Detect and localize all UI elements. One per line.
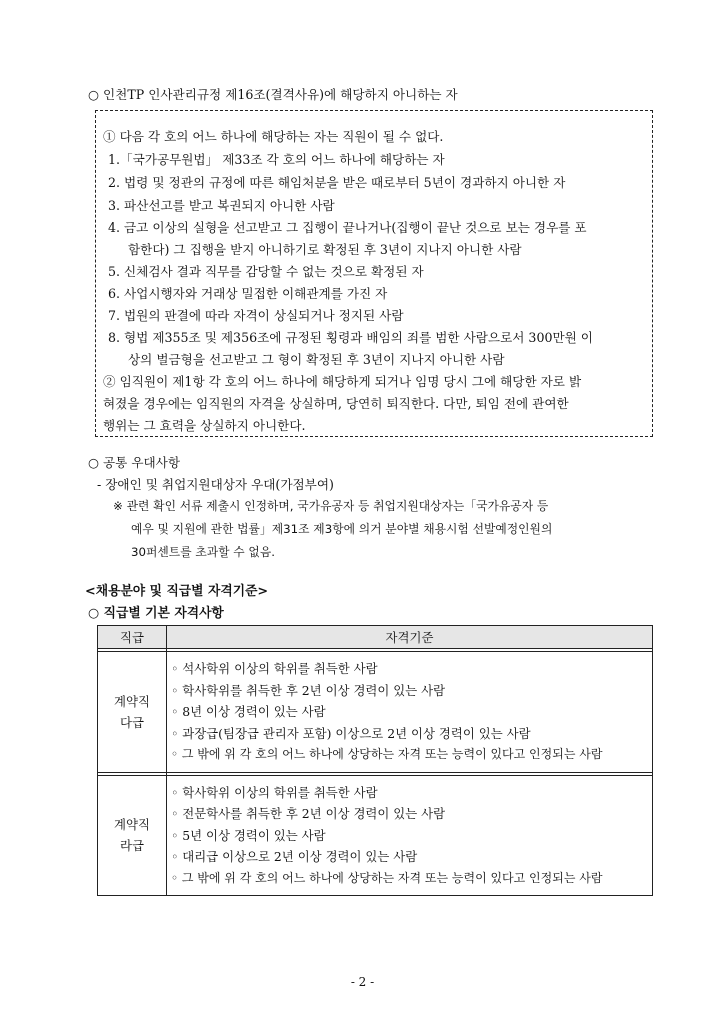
criteria-item: ◦ 대리급 이상으로 2년 이상 경력이 있는 사람: [171, 849, 418, 864]
table-row: [98, 652, 653, 773]
grade-qualification-heading: ○ 직급별 기본 자격사항: [88, 606, 224, 621]
grade-label: 라급: [120, 838, 144, 854]
common-note-line: ※ 관련 확인 서류 제출시 인정하며, 국가유공자 등 취업지원대상자는「국가유공자 등: [113, 499, 549, 513]
grade-label: 다급: [120, 714, 144, 730]
criteria-item: ◦ 과장급(팀장급 관리자 포함) 이상으로 2년 이상 경력이 있는 사람: [171, 725, 531, 741]
box-item: 8. 형법 제355조 및 제356조에 규정된 횡령과 배임의 죄를 범한 사람으로서 300만원 이: [108, 330, 593, 345]
criteria-cell: [167, 652, 653, 773]
common-note-line: 예우 및 지원에 관한 법률」제31조 제3항에 의거 분야별 채용시험 선발예정인원의: [131, 522, 553, 536]
common-preference-sub: - 장애인 및 취업지원대상자 우대(가점부여): [97, 477, 334, 492]
criteria-item: ◦ 8년 이상 경력이 있는 사람: [171, 704, 326, 719]
criteria-item: ◦ 그 밖에 위 각 호의 어느 하나에 상당하는 자격 또는 능력이 있다고 인정되는 사람: [171, 870, 603, 885]
grade-label: 계약직: [114, 693, 150, 709]
box-item: 4. 금고 이상의 실형을 선고받고 그 집행이 끝나거나(집행이 끝난 것으로 보는 경우를 포: [108, 220, 587, 235]
criteria-item: ◦ 그 밖에 위 각 호의 어느 하나에 상당하는 자격 또는 능력이 있다고 인정되는 사람: [171, 747, 603, 761]
box-paragraph-2: ② 임직원이 제1항 각 호의 어느 하나에 해당하게 되거나 임명 당시 그에 해당한 자로 밝: [103, 374, 582, 389]
criteria-item: ◦ 학사학위를 취득한 후 2년 이상 경력이 있는 사람: [171, 682, 446, 698]
common-note-line: 30퍼센트를 초과할 수 없음.: [131, 545, 275, 559]
criteria-item: ◦ 학사학위 이상의 학위를 취득한 사람: [171, 784, 378, 800]
qualification-table: [97, 625, 653, 896]
section-title: <채용분야 및 직급별 자격기준>: [85, 584, 269, 599]
box-item: 6. 사업시행자와 거래상 밀접한 이해관계를 가진 자: [108, 286, 388, 301]
box-item-continuation: 함한다) 그 집행을 받지 아니하기로 확정된 후 3년이 지나지 아니한 사람: [128, 242, 522, 257]
table-header-grade: 직급: [98, 626, 167, 649]
table-row: [98, 775, 653, 896]
criteria-item: ◦ 석사학위 이상의 학위를 취득한 사람: [171, 661, 378, 676]
box-lead-text: ① 다음 각 호의 어느 하나에 해당하는 자는 직원이 될 수 없다.: [103, 129, 444, 144]
criteria-item: ◦ 5년 이상 경력이 있는 사람: [171, 827, 326, 843]
criteria-cell: [167, 775, 653, 896]
table-header-criteria: 자격기준: [167, 626, 653, 649]
box-item: 2. 법령 및 정관의 규정에 따른 해임처분을 받은 때로부터 5년이 경과하지 아니한 자: [108, 175, 566, 190]
grade-label: 계약직: [114, 817, 150, 833]
qualification-intro-line: ○ 인천TP 인사관리규정 제16조(결격사유)에 해당하지 아니하는 자: [88, 87, 458, 102]
box-item: 1.「국가공무원법」 제33조 각 호의 어느 하나에 해당하는 자: [108, 152, 445, 167]
box-item: 3. 파산선고를 받고 복권되지 아니한 사람: [108, 198, 335, 213]
box-item: 7. 법원의 판결에 따라 자격이 상실되거나 정지된 사람: [108, 308, 404, 323]
common-preference-heading: ○ 공통 우대사항: [88, 455, 180, 470]
table-header-row: [98, 626, 653, 649]
box-paragraph-2: 행위는 그 효력을 상실하지 아니한다.: [103, 418, 306, 433]
box-item-continuation: 상의 벌금형을 선고받고 그 형이 확정된 후 3년이 지나지 아니한 사람: [128, 352, 505, 367]
box-paragraph-2: 혀졌을 경우에는 임직원의 자격을 상실하며, 당연히 퇴직한다. 다만, 퇴임 전에 관여한: [103, 396, 569, 411]
page-number: - 2 -: [350, 975, 375, 989]
grade-cell: [98, 775, 167, 896]
box-item: 5. 신체검사 결과 직무를 감당할 수 없는 것으로 확정된 자: [108, 264, 424, 279]
grade-cell: [98, 652, 167, 773]
criteria-item: ◦ 전문학사를 취득한 후 2년 이상 경력이 있는 사람: [171, 806, 446, 821]
